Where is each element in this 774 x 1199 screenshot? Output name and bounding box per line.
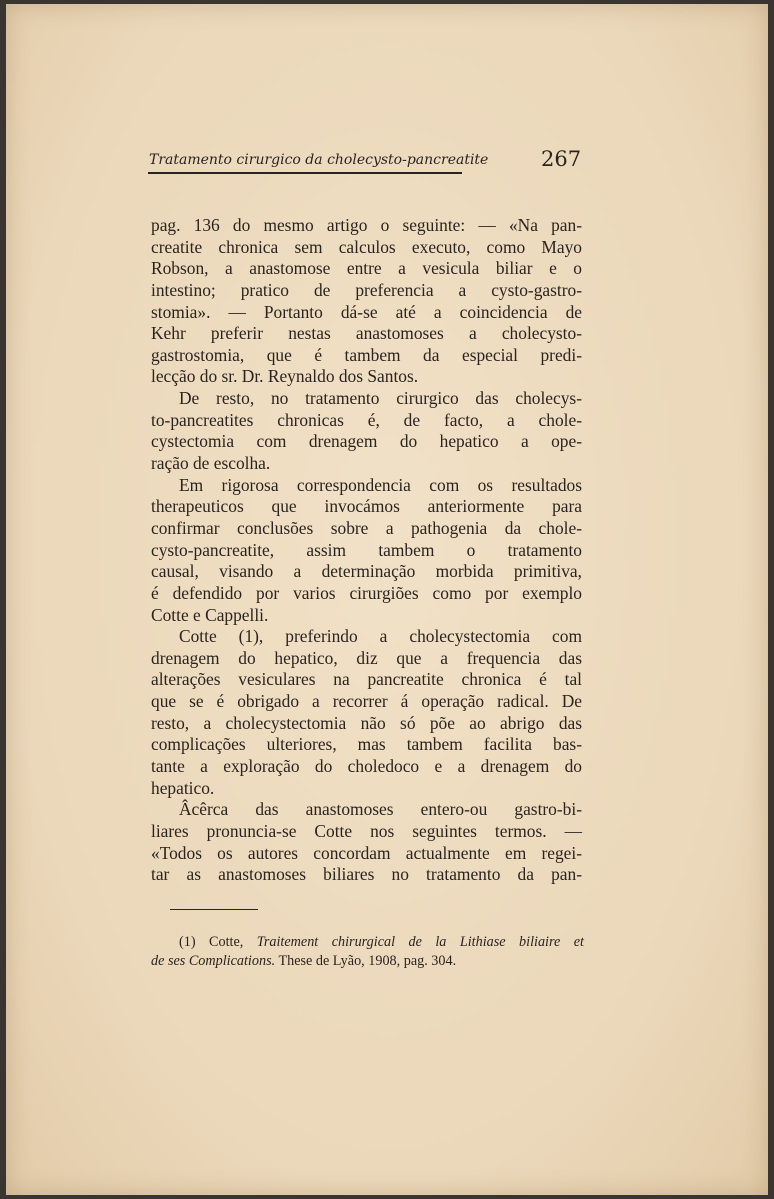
footnote-work-title-cont: de ses Complications. (151, 952, 276, 969)
text-line: stomia». — Portanto dá-se até a coincidencia de (151, 301, 582, 322)
text-line: confirmar conclusões sobre a pathogenia da chole- (151, 517, 582, 538)
text-line: complicações ulteriores, mas tambem facilita bas- (151, 734, 582, 755)
text-line: tar as anastomoses biliares no tratamento da pan- (151, 864, 582, 885)
text-line: intestino; pratico de preferencia a cysto-gastro- (151, 279, 582, 300)
text-line: Cotte e Cappelli. (151, 604, 269, 625)
page-number: 267 (541, 147, 582, 171)
text-line: cysto-pancreatite, assim tambem o tratamento (151, 539, 582, 560)
book-page (6, 4, 768, 1195)
text-line: Robson, a anastomose entre a vesicula biliar e o (151, 258, 582, 279)
text-line: lecção do sr. Dr. Reynaldo dos Santos. (151, 366, 419, 387)
text-line: pag. 136 do mesmo artigo o seguinte: — «Na pan- (151, 215, 582, 235)
text-line: gastrostomia, que é tambem da especial predi- (151, 344, 582, 365)
text-line: therapeuticos que invocámos anteriormente para (151, 496, 582, 517)
text-line: to-pancreatites chronicas é, de facto, a chole- (151, 409, 582, 430)
text-line: hepatico. (151, 777, 215, 798)
text-line: De resto, no tratamento cirurgico das cholecys- (179, 388, 582, 409)
text-line: Cotte (1), preferindo a cholecystectomia com (179, 626, 582, 647)
footnote (151, 933, 584, 970)
text-line: alterações vesiculares na pancreatite chronica é tal (151, 669, 582, 690)
text-line: que se é obrigado a recorrer á operação radical. De (151, 691, 582, 712)
text-line: ração de escolha. (151, 453, 271, 474)
footnote-rule (170, 909, 258, 910)
text-line: drenagem do hepatico, diz que a frequencia das (151, 647, 582, 668)
text-line: causal, visando a determinação morbida primitiva, (151, 561, 582, 582)
text-line: liares pronuncia-se Cotte nos seguintes termos. — (151, 820, 582, 841)
footnote-details: These de Lyão, 1908, pag. 304. (278, 952, 457, 969)
text-line: cystectomia com drenagem do hepatico a ope- (151, 431, 582, 452)
running-title: Tratamento cirurgico da cholecysto-pancreatite (149, 152, 489, 168)
text-line: resto, a cholecystectomia não só põe ao abrigo das (151, 712, 582, 733)
header-rule (148, 172, 462, 174)
body-text (151, 215, 582, 886)
text-line: Em rigorosa correspondencia com os resultados (179, 474, 582, 495)
footnote-work-title: Traitement chirurgical de la Lithiase biliaire et (256, 934, 584, 950)
footnote-line (151, 933, 584, 952)
text-line: creatite chronica sem calculos executo, como Mayo (151, 236, 582, 257)
footnote-line (151, 952, 584, 971)
text-line: «Todos os autores concordam actualmente em regei- (151, 842, 582, 863)
text-line: Âcêrca das anastomoses entero-ou gastro-bi- (179, 799, 582, 820)
footnote-marker: (1) Cotte, (179, 934, 244, 950)
text-line: Kehr preferir nestas anastomoses a cholecysto- (151, 323, 582, 344)
text-line: é defendido por varios cirurgiões como por exemplo (151, 582, 582, 603)
text-line: tante a exploração do choledoco e a drenagem do (151, 756, 582, 777)
